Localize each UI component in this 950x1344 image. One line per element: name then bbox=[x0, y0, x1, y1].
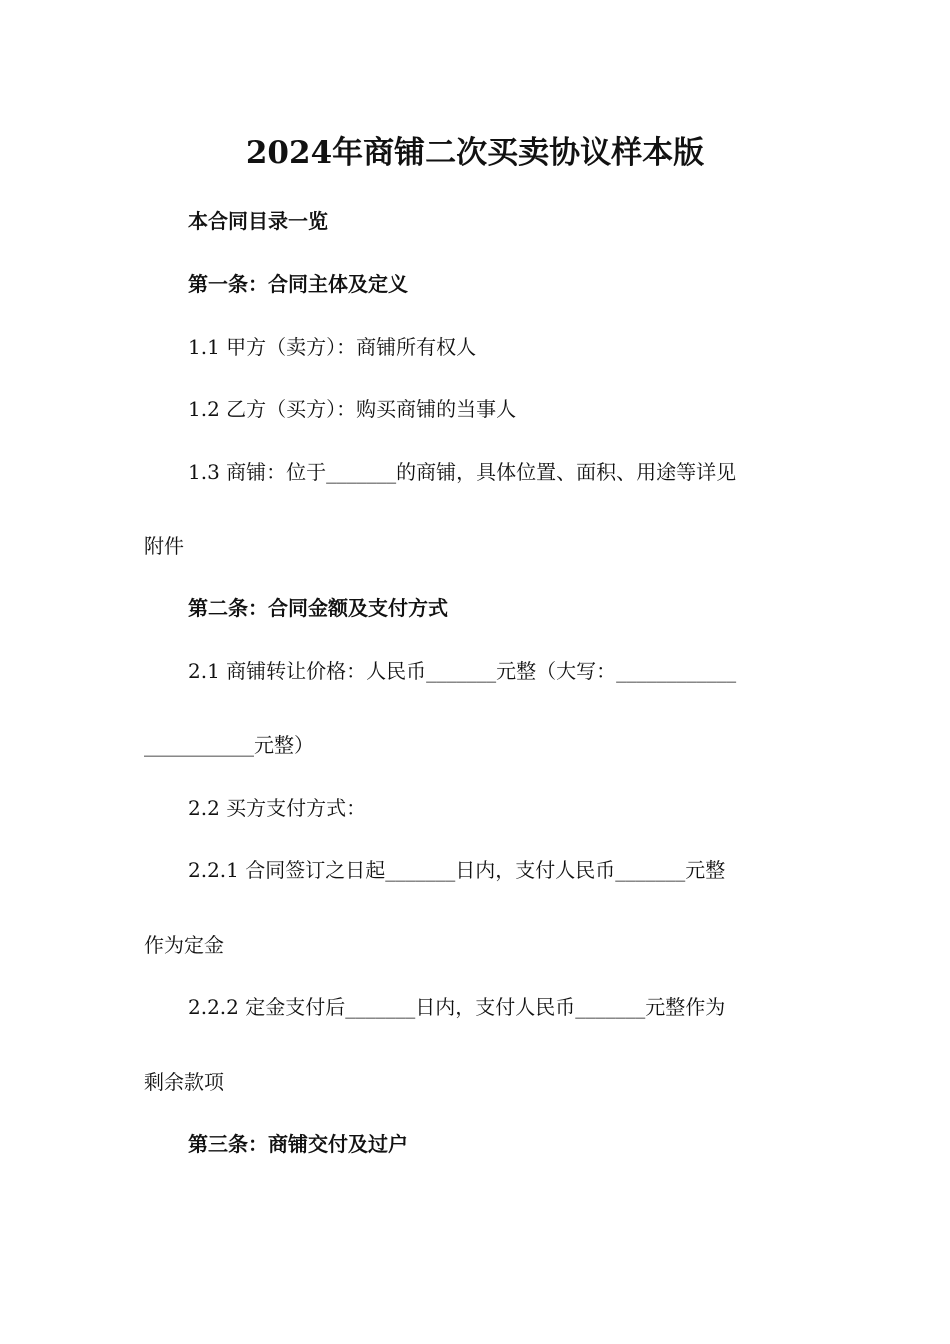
article-1-heading: 第一条：合同主体及定义 bbox=[188, 272, 408, 296]
clause-2-2-2-line2: 剩余款项 bbox=[144, 1070, 224, 1094]
document-title: 2024年商铺二次买卖协议样本版 bbox=[245, 135, 705, 171]
clause-2-2: 2.2 买方支付方式： bbox=[188, 796, 367, 820]
clause-2-1-line2: ___________元整） bbox=[144, 733, 314, 757]
clause-2-2-1-line1: 2.2.1 合同签订之日起_______日内，支付人民币_______元整 bbox=[188, 858, 726, 882]
clause-1-3-line2: 附件 bbox=[144, 534, 184, 558]
clause-2-2-1-line2: 作为定金 bbox=[144, 933, 224, 957]
clause-1-2: 1.2 乙方（买方）：购买商铺的当事人 bbox=[188, 397, 517, 421]
article-3-heading: 第三条：商铺交付及过户 bbox=[188, 1132, 408, 1156]
article-2-heading: 第二条：合同金额及支付方式 bbox=[188, 596, 448, 620]
clause-1-3-line1: 1.3 商铺：位于_______的商铺，具体位置、面积、用途等详见 bbox=[188, 460, 737, 484]
clause-2-1-line1: 2.1 商铺转让价格：人民币_______元整（大写：____________ bbox=[188, 659, 737, 683]
toc-heading: 本合同目录一览 bbox=[188, 209, 328, 233]
clause-2-2-2-line1: 2.2.2 定金支付后_______日内，支付人民币_______元整作为 bbox=[188, 995, 726, 1019]
clause-1-1: 1.1 甲方（卖方）：商铺所有权人 bbox=[188, 335, 477, 359]
